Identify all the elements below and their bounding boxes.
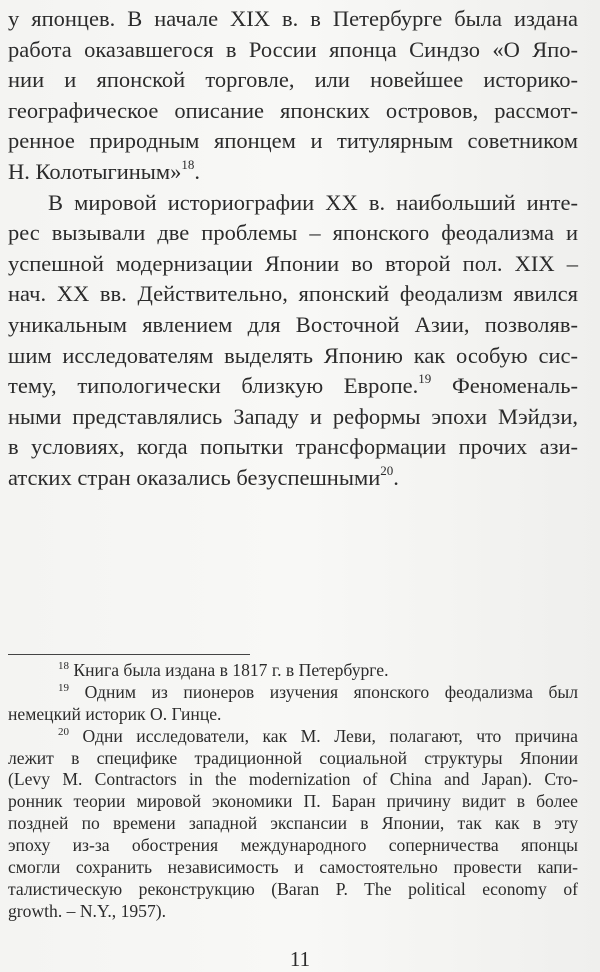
text-line: шим исследователям выделять Японию как особую сис- [8,342,578,368]
footnote-line: немецкий историк О. Гинце. [8,703,222,724]
footnote-line: эпоху из-за обострения международного соперничества японцы [8,835,578,856]
footnote-line [8,682,578,704]
footnote-20 [8,726,578,923]
footnote-line: поздней по времени западной экспансии в Японии, так как в эту [8,813,578,834]
text-line: рес вызывали две проблемы – японского феодализма и [8,220,578,246]
footnote-19 [8,682,578,726]
text-fragment: Одним из пионеров изучения японского феодализма был [84,681,578,702]
footnote-ref-20[interactable]: 20 [380,462,394,478]
footnote-line [8,726,578,748]
text-line: нии и японской торговле, или новейшее историко- [8,67,578,93]
text-fragment: атских стран оказались безуспешными [8,464,381,490]
footnote-divider [8,654,250,655]
footnote-line: ронник теории мировой экономики П. Баран причину видит в более [8,791,578,812]
text-line: В мировой историографии XX в. наибольший инте- [48,189,578,215]
footnote-ref-19[interactable]: 19 [418,371,432,387]
footnote-line: смогли сохранить независимость и самостоятельно провести капи- [8,857,578,878]
text-fragment: Одни исследователи, как М. Леви, полагают, что причина [82,725,578,746]
text-line: работа оказавшегося в России японца Синдзо «О Япо- [8,36,578,62]
page-number: 11 [289,947,311,971]
text-line: в условиях, когда попытки трансформации прочих ази- [8,434,578,460]
text-line: нач. XX вв. Действительно, японский феодализм явился [8,281,578,307]
footnote-line: growth. – N.Y., 1957). [8,900,167,921]
text-line [8,463,578,494]
footnote-number: 20 [58,725,69,738]
footnote-18 [8,660,578,682]
paragraph-2 [8,188,578,494]
text-line [8,157,578,188]
text-fragment: Феноменаль- [431,373,578,399]
text-fragment: тему, типологически близкую Европе. [8,373,419,399]
text-line: ренное природным японцем и титулярным советником [8,128,578,154]
footnote-number: 19 [58,681,69,694]
footnotes [8,660,578,923]
text-line: ными представлялись Западу и реформы эпохи Мэйдзи, [8,403,578,429]
footnote-number: 18 [58,660,69,672]
footnote-line: лежит в специфике традиционной социальной структуры Японии [8,747,578,768]
main-text [8,4,578,494]
paragraph-1 [8,4,578,188]
text-fragment: . [393,464,399,490]
footnote-ref-18[interactable]: 18 [181,156,195,172]
text-fragment: . [194,158,201,184]
text-line: уникальным явлением для Восточной Азии, позволяв- [8,311,578,337]
text-fragment: Н. Колотыгиным» [8,158,182,184]
text-line [8,371,578,402]
text-fragment: Книга была издана в 1817 г. в Петербурге. [73,660,389,680]
footnote-line: (Levy M. Contractors in the modernization of China and Japan). Сто- [8,769,578,790]
text-line: у японцев. В начале XIX в. в Петербурге была издана [8,6,578,31]
text-line: успешной модернизации Японии во второй пол. XIX – [8,250,578,276]
text-line: географическое описание японских островов, рассмот- [8,97,578,123]
footnote-line [8,660,578,682]
footnote-line: талистическую реконструкцию (Baran P. The political economy of [8,878,578,899]
